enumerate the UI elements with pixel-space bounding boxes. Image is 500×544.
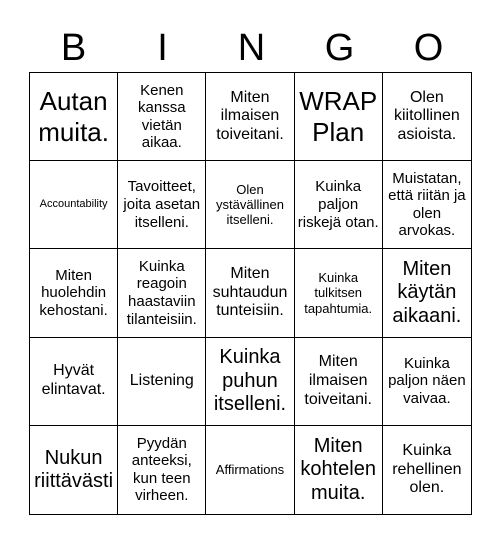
header-letter-g: G bbox=[324, 27, 355, 69]
bingo-board bbox=[29, 72, 472, 515]
cell-text: Nukun riittävästi bbox=[34, 446, 114, 492]
header-letter-b: B bbox=[60, 27, 87, 69]
header-letter-n: N bbox=[237, 27, 266, 69]
bingo-cell[interactable] bbox=[118, 73, 206, 161]
bingo-header bbox=[29, 24, 473, 72]
bingo-cell[interactable] bbox=[206, 338, 294, 426]
cell-text: Olen ystävällinen itselleni. bbox=[216, 181, 284, 228]
cell-text: Miten kohtelen muita. bbox=[300, 434, 376, 504]
bingo-cell[interactable] bbox=[118, 161, 206, 249]
bingo-cell[interactable] bbox=[118, 249, 206, 337]
cell-text: Miten suhtaudun tunteisiin. bbox=[212, 264, 288, 320]
cell-text: Olen kiitollinen asioista. bbox=[393, 88, 460, 143]
cell-text: Hyvät elintavat. bbox=[41, 362, 106, 399]
bingo-cell[interactable] bbox=[118, 338, 206, 426]
cell-text: Miten käytän aikaani. bbox=[392, 257, 462, 327]
cell-text: Miten ilmaisen toiveitani. bbox=[304, 353, 372, 408]
bingo-cell[interactable] bbox=[295, 338, 383, 426]
bingo-cell[interactable] bbox=[383, 426, 471, 514]
cell-text: Kuinka tulkitsen tapahtumia. bbox=[304, 270, 373, 316]
cell-text: Miten huolehdin kehostani. bbox=[39, 266, 108, 319]
bingo-cell[interactable] bbox=[206, 426, 294, 514]
cell-text: Listening bbox=[129, 371, 194, 389]
bingo-cell[interactable] bbox=[30, 249, 118, 337]
cell-text: Kuinka paljon näen vaivaa. bbox=[388, 354, 466, 407]
bingo-cell[interactable] bbox=[295, 161, 383, 249]
cell-text: Autan muita. bbox=[38, 86, 109, 147]
header-letter-o: O bbox=[413, 27, 444, 69]
cell-text: Muistatan, että riitän ja olen arvokas. bbox=[388, 169, 466, 240]
bingo-cell[interactable] bbox=[118, 426, 206, 514]
bingo-cell[interactable] bbox=[383, 73, 471, 161]
bingo-cell[interactable] bbox=[206, 161, 294, 249]
cell-text: Affirmations bbox=[215, 462, 285, 478]
header-letter-i: I bbox=[157, 27, 168, 69]
bingo-cell[interactable] bbox=[295, 426, 383, 514]
cell-text: WRAP Plan bbox=[299, 86, 378, 147]
cell-text: Kenen kanssa vietän aikaa. bbox=[138, 81, 186, 152]
bingo-cell[interactable] bbox=[383, 249, 471, 337]
cell-text: Tavoitteet, joita asetan itselleni. bbox=[123, 178, 201, 231]
bingo-cell[interactable] bbox=[30, 161, 118, 249]
cell-text: Kuinka puhun itselleni. bbox=[213, 346, 287, 415]
cell-text: Kuinka reagoin haastaviin tilanteisiin. bbox=[126, 257, 197, 328]
bingo-cell[interactable] bbox=[383, 161, 471, 249]
bingo-cell[interactable] bbox=[295, 249, 383, 337]
bingo-cell[interactable] bbox=[206, 73, 294, 161]
cell-text: Accountability bbox=[39, 198, 108, 211]
cell-text: Kuinka paljon riskejä otan. bbox=[297, 178, 379, 231]
cell-text: Miten ilmaisen toiveitani. bbox=[216, 88, 284, 143]
bingo-cell[interactable] bbox=[295, 73, 383, 161]
bingo-cell[interactable] bbox=[383, 338, 471, 426]
bingo-cell[interactable] bbox=[30, 338, 118, 426]
cell-text: Pyydän anteeksi, kun teen virheen. bbox=[131, 434, 192, 505]
bingo-cell[interactable] bbox=[30, 426, 118, 514]
bingo-cell[interactable] bbox=[206, 249, 294, 337]
bingo-cell[interactable] bbox=[30, 73, 118, 161]
cell-text: Kuinka rehellinen olen. bbox=[392, 441, 462, 497]
